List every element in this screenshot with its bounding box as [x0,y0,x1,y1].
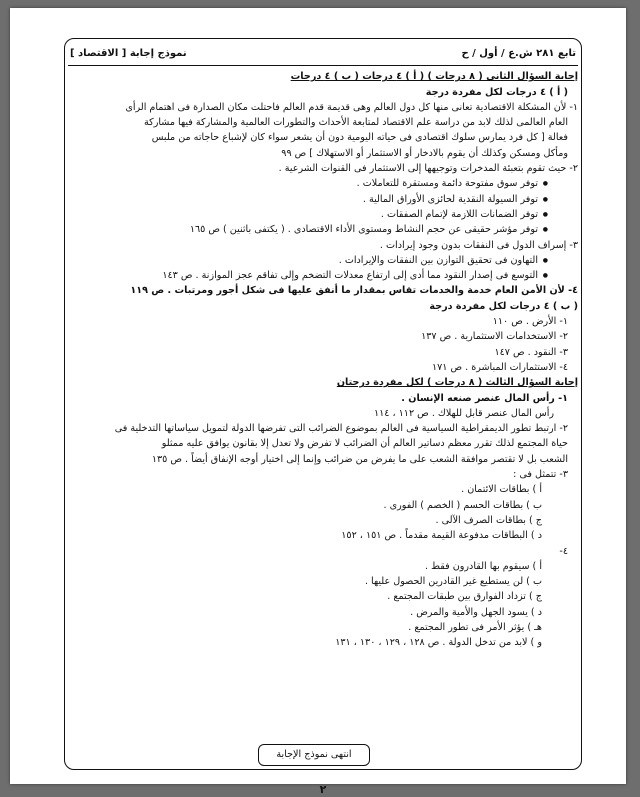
answer-line: ● التهاون فى تحقيق التوازن بين النفقات والإيرادات . [68,253,578,268]
answer-line: ( ب ) ٤ درجات لكل مفردة درجة [429,300,578,312]
header-title: نموذج إجابة [ الاقتصاد ] [70,48,187,59]
answer-line: د ) يسود الجهل والأمية والمرض . [410,606,542,618]
answer-line: فعالة [ كل فرد يمارس سلوك اقتصادى فى حياته اليومية دون أن يشعر سواء كان لإشباع حاجاته من ملبس [151,132,568,144]
answer-line: ٣- إسراف الدول فى النفقات بدون وجود إيرادات . [379,239,578,251]
answer-line: ● توفر مؤشر حقيقى عن حجم النشاط ومستوى الأداء الاقتصادى . ( يكتفى باثنين ) ص ١٦٥ [68,222,578,237]
answer-line: هـ ) يؤثر الأمر فى تطور المجتمع . [408,621,542,633]
answer-line: ٣- تتمثل فى : [513,469,568,481]
answer-line: ● توفر الضمانات اللازمة لإتمام الصفقات . [68,207,578,222]
answer-key-content [68,44,578,796]
answer-line: ب ) لن يستطيع غير القادرين الحصول عليها . [364,576,542,588]
answer-line: ● توفر السيولة النقدية لحائزى الأوراق المالية . [68,192,578,207]
answer-line: أ ) بطاقات الائتمان . [461,484,542,496]
end-of-answer-box: انتهى نموذج الإجابة [258,744,370,766]
header-exam-code: تابع ٢٨١ ش.ع / أول / ح [461,48,576,59]
answer-line: ٣- النقود . ص ١٤٧ [494,346,568,358]
answer-line: ٢- الاستخدامات الاستثمارية . ص ١٣٧ [421,331,568,343]
page-header [68,44,578,66]
answer-line: ٤- [559,545,568,557]
answer-line: ( أ ) ٤ درجات لكل مفردة درجة [425,86,568,98]
answer-line: ومأكل ومسكن وكذلك أن يقوم بالادخار أو الاستثمار أو الاستهلاك ] ص ٩٩ [281,147,568,159]
answer-line: إجابة السؤال الثانى ( ٨ درجات ) ( أ ) ٤ درجات ( ب ) ٤ درجات [290,71,578,83]
answer-line: ● التوسع فى إصدار النقود مما أدى إلى ارتفاع معدلات التضخم وإلى تفاقم عجز الموازنة . ص ١٤٣ [68,268,578,283]
answer-line: ١- لأن المشكلة الاقتصادية تعانى منها كل دول العالم وهى قديمة قدم العالم فاحتلت مكان الصدارة فى اهتمام الرأى [125,101,578,113]
answer-line: أ ) سيقوم بها القادرون فقط . [425,560,542,572]
answer-line: ٤- الاستثمارات المباشرة . ص ١٧١ [431,361,568,373]
page-number: ٢ [319,783,327,796]
document-page [10,8,626,796]
answer-line: ● توفر سوق مفتوحة دائمة ومستقرة للتعاملات . [68,176,578,191]
answer-line: ١- الأرض . ص ١١٠ [492,316,568,328]
answer-line: ب ) بطاقات الحسم ( الخصم ) الفورى . [383,499,542,511]
answer-line: ٤- لأن الأمن العام خدمة والخدمات تقاس بمقدار ما أنفق عليها فى شكل أجور ومرتبات . ص ١١٩ [130,285,578,297]
answer-line: ١- رأس المال عنصر صنعه الإنسان . [401,392,568,404]
answer-line: إجابة السؤال الثالث ( ٨ درجات ) لكل مفردة درجتان [336,377,578,389]
answer-line: ج ) بطاقات الصرف الآلى . [435,514,542,526]
answer-line: حياة المجتمع لذلك تقرر معظم دساتير العالم أن الضرائب لا تفرض ولا تعدل إلا بقانون يوافق عليه ممثلو [161,438,568,450]
answer-line: الشعب بل لا تقتصر موافقة الشعب على ما يفرض من ضرائب وإنما إلى اختيار أوجه الإنفاق أيضاً . ص ١٣٥ [151,453,568,465]
answer-lines [68,69,578,650]
answer-line: رأس المال عنصر قابل للهلاك . ص ١١٢ ، ١١٤ [373,407,554,419]
answer-line: العام العالمى لذلك لابد من دراسة علم الاقتصاد لمتابعة الأحداث والتطورات العالمية والمشاركة فيها مشاركة [144,117,568,129]
answer-line: ٢- ارتبط تطور الديمقراطية السياسية فى العالم بموضوع الضرائب التى تفرضها الدولة لتمويل سياساتها التدخلية فى [114,423,568,435]
answer-line: ج ) تزداد الفوارق بين طبقات المجتمع . [387,591,542,603]
answer-line: ٢- حيث تقوم بتعبئة المدخرات وتوجيهها إلى الاستثمار فى القنوات الشرعية . [278,163,578,175]
answer-line: د ) البطاقات مدفوعة القيمة مقدماً . ص ١٥١ ، ١٥٢ [341,530,542,542]
answer-line: و ) لابد من تدخل الدولة . ص ١٢٨ ، ١٢٩ ، ١٣٠ ، ١٣١ [335,637,542,649]
